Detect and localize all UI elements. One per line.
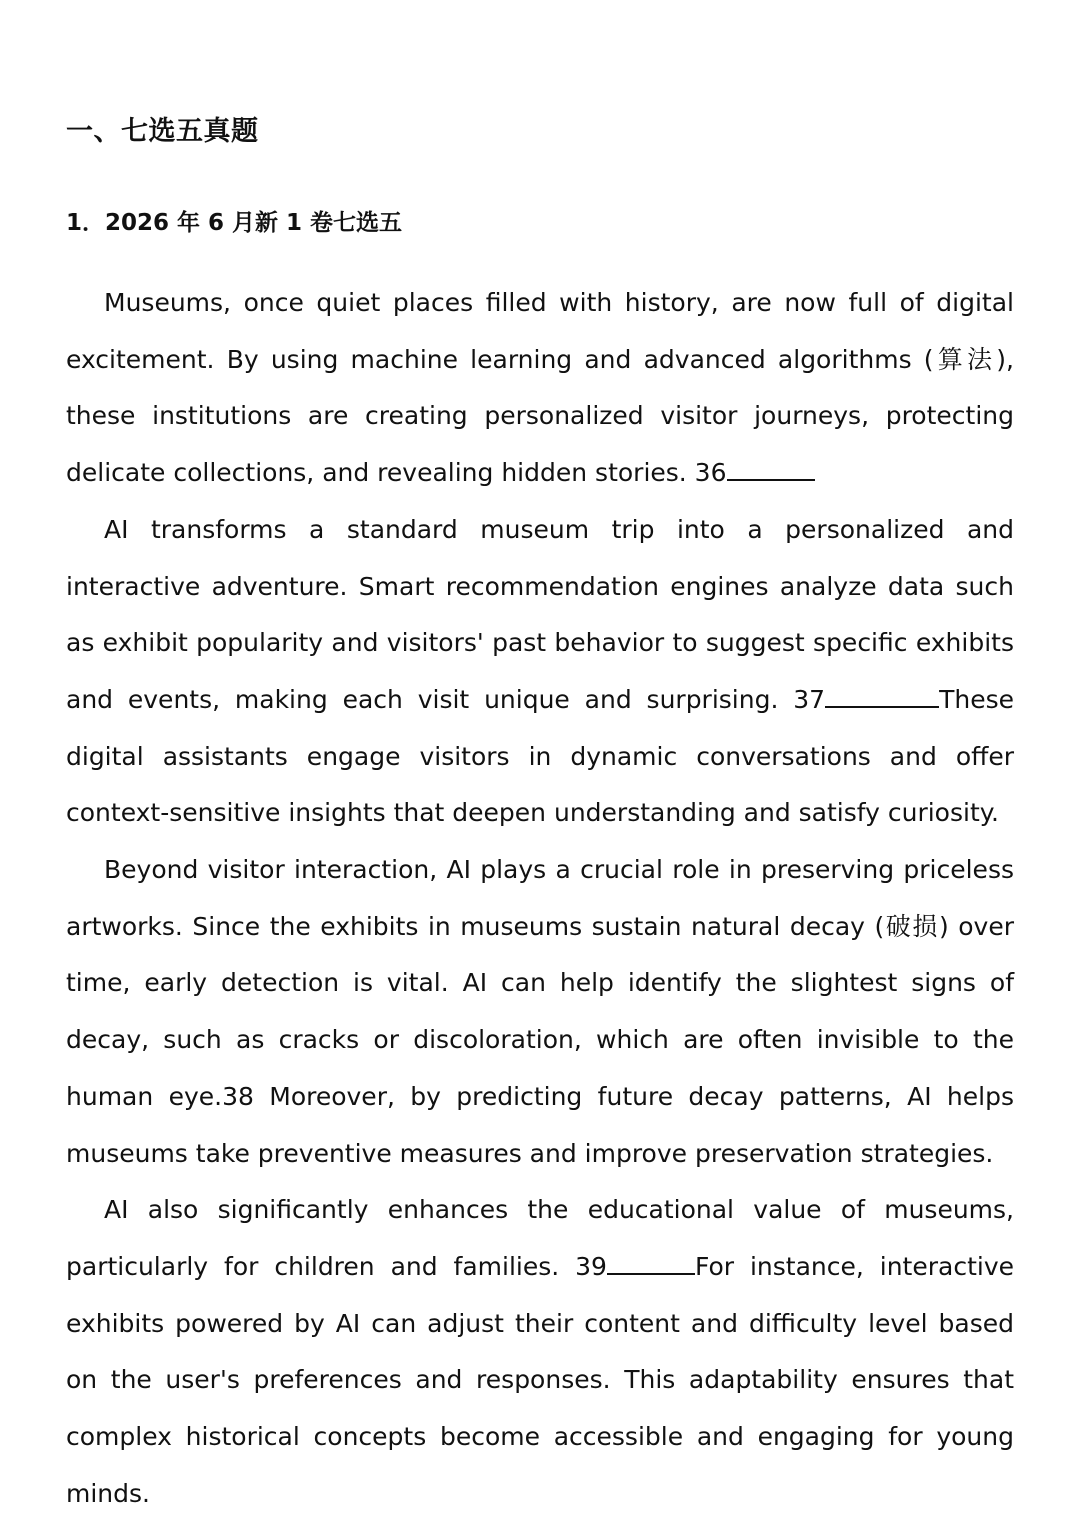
paragraph-3-text: Beyond visitor interaction, AI plays a crucial role in preserving priceless artworks. Since the exhibits in museums sustain natural decay (破损) over time, early detection is vital. AI can help identify the slightest signs of decay, such as cracks or discoloration, which are often invisible to the human eye.38 Moreover, by predicting future decay patterns, AI helps museums take preventive measures and improve preservation strategies. xyxy=(66,855,1014,1168)
blank-39 xyxy=(607,1251,695,1275)
paragraph-3 xyxy=(66,842,1014,1182)
blank-37 xyxy=(825,684,939,708)
paragraph-4-text-before: AI also significantly enhances the educational value of museums, particularly for children and families. 39 xyxy=(66,1195,1014,1281)
paragraph-4 xyxy=(66,1182,1014,1522)
paragraph-4-text-after: For instance, interactive exhibits powered by AI can adjust their content and difficulty level based on the user's preferences and responses. This adaptability ensures that complex historical concepts become accessible and engaging for young minds. xyxy=(66,1251,1014,1508)
paragraph-1 xyxy=(66,275,1014,502)
paragraph-2 xyxy=(66,502,1014,842)
paragraph-2-text-before: AI transforms a standard museum trip into a personalized and interactive adventure. Smart recommendation engines analyze data such as exhibit popularity and visitors' past behavior to suggest specific exhibits and events, making each visit unique and surprising. 37 xyxy=(66,514,1014,714)
blank-36 xyxy=(727,457,815,481)
paragraph-1-text: Museums, once quiet places filled with history, are now full of digital excitement. By using machine learning and advanced algorithms (算法), these institutions are creating personalized visitor journeys, protecting delicate collections, and revealing hidden stories. 36 xyxy=(66,288,1014,488)
paragraph-2-text-after: These digital assistants engage visitors in dynamic conversations and offer context-sensitive insights that deepen understanding and satisfy curiosity. xyxy=(66,684,1014,828)
passage xyxy=(66,275,1014,1522)
question-title: 1．2026 年 6 月新 1 卷七选五 xyxy=(66,210,403,236)
section-title: 一、七选五真题 xyxy=(66,116,259,147)
